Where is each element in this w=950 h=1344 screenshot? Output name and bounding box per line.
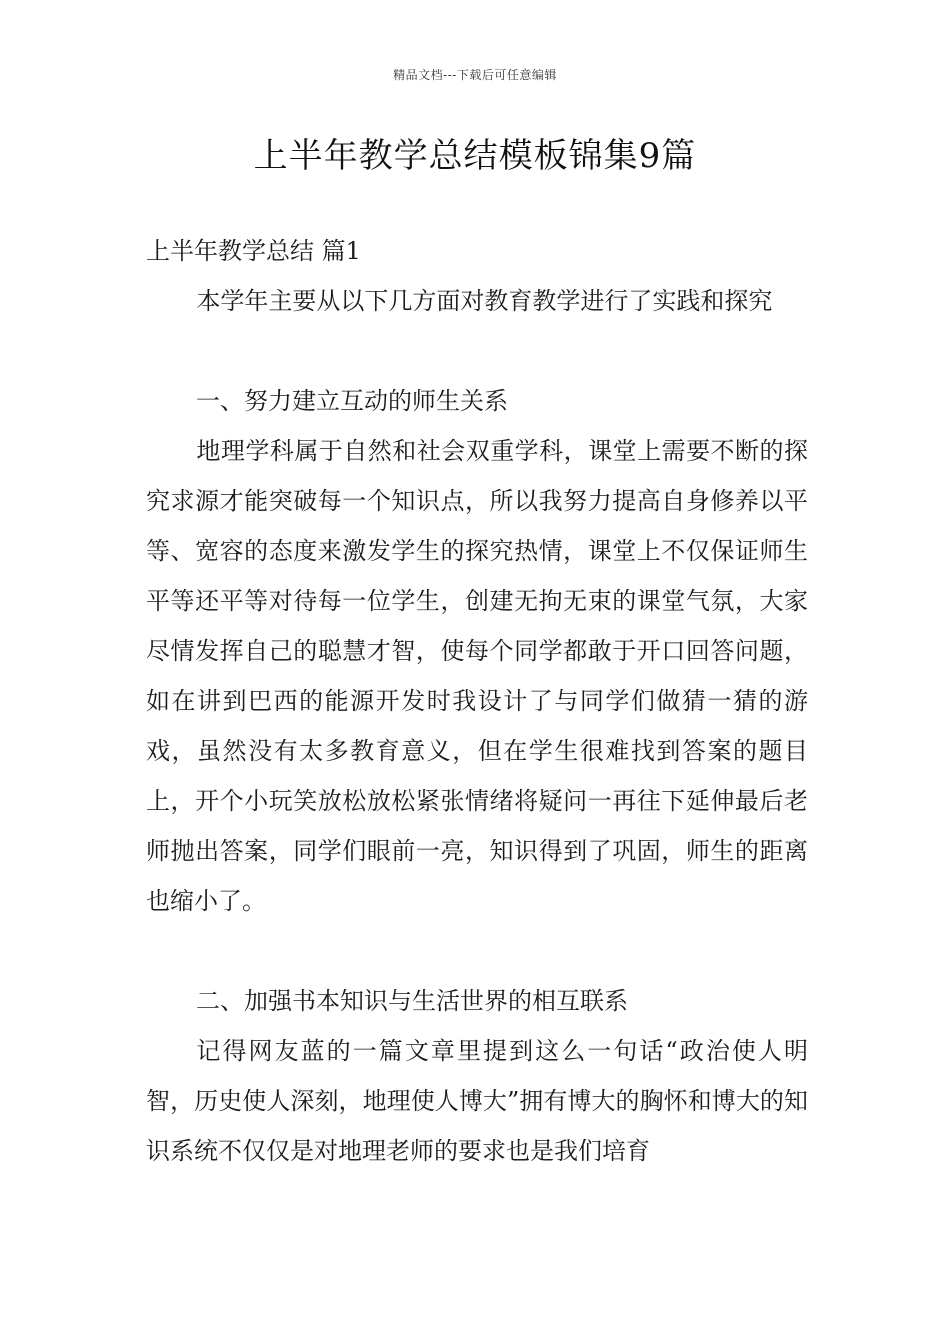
section-paragraph-1: 地理学科属于自然和社会双重学科，课堂上需要不断的探究求源才能突破每一个知识点，所以我努力提高自身修养以平等、宽容的态度来激发学生的探究热情，课堂上不仅保证师生平等还平等对待每一位学生，创建无拘无束的课堂气氛，大家尽情发挥自己的聪慧才智，使每个同学都敢于开口回答问题，如在讲到巴西的能源开发时我设计了与同学们做猜一猜的游戏，虽然没有太多教育意义，但在学生很难找到答案的题目上，开个小玩笑放松放松紧张情绪将疑问一再往下延伸最后老师抛出答案，同学们眼前一亮，知识得到了巩固，师生的距离也缩小了。	[146, 437, 808, 915]
header-note: 精品文档---下载后可任意编辑	[393, 68, 557, 82]
section-paragraph-2: 记得网友蓝的一篇文章里提到这么一句话“政治使人明智，历史使人深刻，地理使人博大”拥有博大的胸怀和博大的知识系统不仅仅是对地理老师的要求也是我们培育	[146, 1037, 808, 1165]
document-title: 上半年教学总结模板锦集9篇	[253, 136, 697, 176]
intro-paragraph: 本学年主要从以下几方面对教育教学进行了实践和探究	[196, 287, 773, 315]
spacer	[146, 326, 808, 376]
spacer	[146, 926, 808, 976]
document-body	[146, 226, 808, 1176]
section-heading-2: 二、加强书本知识与生活世界的相互联系	[196, 987, 628, 1015]
section-title: 上半年教学总结 篇1	[146, 237, 361, 265]
section-heading-1: 一、努力建立互动的师生关系	[196, 387, 508, 415]
